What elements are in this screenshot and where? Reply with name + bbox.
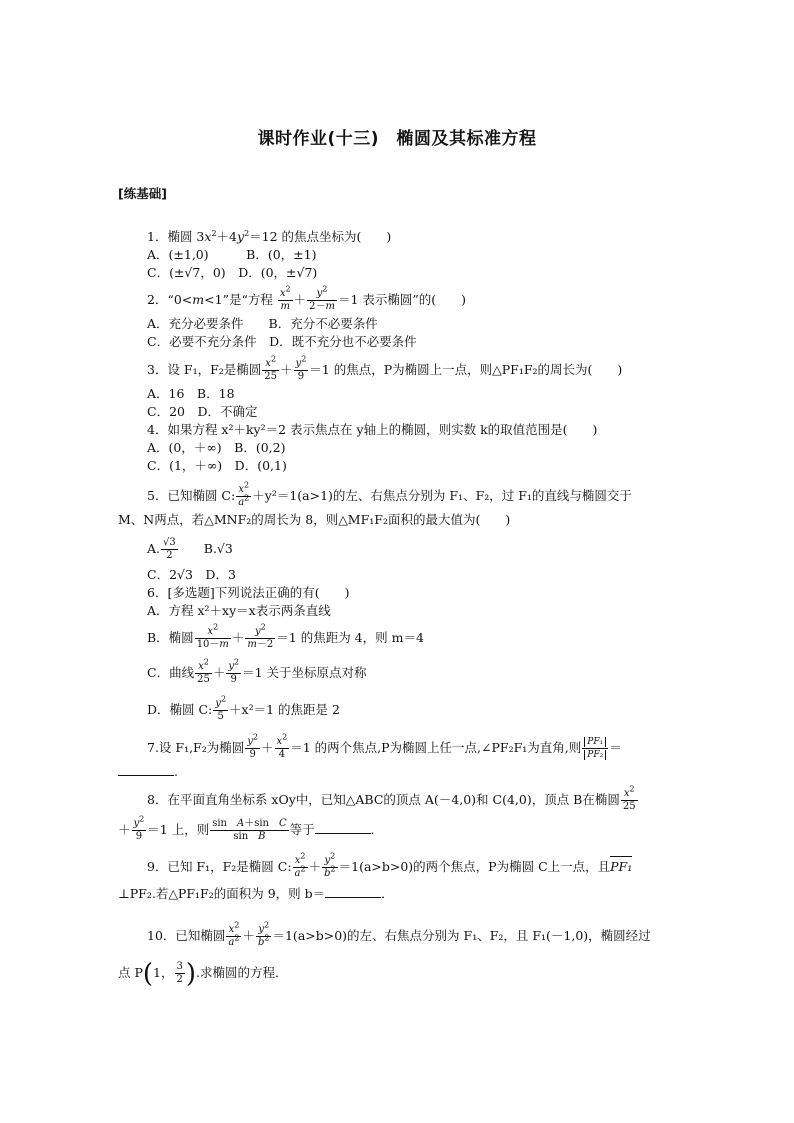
fraction: $\frac{x^2}{a^2}$: [238, 480, 250, 508]
question-6-option-d: D．椭圆 C: $\frac{y^2}{5}$ ＋x²＝1 的焦距是 2: [147, 694, 340, 722]
fraction: $\frac{\text{sin A＋sin C}}{\text{sin B}}$: [212, 818, 287, 842]
fraction: $\frac{3}{2}$: [176, 961, 183, 985]
fraction: $\frac{x^2}{a^2}$: [294, 851, 306, 879]
question-7: 7.设 F₁,F₂为椭圆 $\frac{y^2}{9}$ ＋ $\frac{x^2}{4}$ ＝1 的两个焦点,P为椭圆上任一点,∠PF₂F₁为直角,则 $\frac{\text{PF₁}}{\text{PF₂}}$ ＝: [147, 732, 622, 760]
fraction: $\frac{x^2}{25}$: [622, 784, 636, 812]
vector-pf1: PF₁: [610, 859, 633, 874]
question-7-answer-line: .: [118, 763, 178, 780]
question-3: 3．设 F₁，F₂是椭圆 $\frac{x^2}{25}$ ＋ $\frac{y^2}{9}$ ＝1 的焦点，P为椭圆上一点，则△PF₁F₂的周长为( ): [147, 354, 623, 382]
question-3-options-cd: C．20 D．不确定: [147, 404, 258, 419]
question-10: 10．已知椭圆 $\frac{x^2}{a^2}$ ＋ $\frac{y^2}{b^2}$ ＝1(a>b>0)的左、右焦点分别为 F₁、F₂，且 F₁(－1,0)，椭圆经过: [147, 920, 651, 948]
question-5-options-ab: A. $\frac{√3}{2}$ B.√3: [147, 537, 233, 561]
question-6-option-b: B．椭圆 $\frac{x^2}{10-m}$ ＋ $\frac{y^2}{m-2}$ ＝1 的焦距为 4，则 m＝4: [147, 622, 424, 650]
page-title: 课时作业(十三) 椭圆及其标准方程: [257, 129, 537, 149]
question-8: 8．在平面直角坐标系 xOy中，已知△ABC的顶点 A(－4,0)和 C(4,0)，顶点 B在椭圆 $\frac{x^2}{25}$: [147, 784, 636, 812]
fraction: $\frac{x^2}{25}$: [197, 657, 210, 685]
question-9-line-2: ⊥PF₂.若△PF₁F₂的面积为 9，则 b＝ ．: [118, 886, 394, 901]
question-6-option-a: A．方程 x²＋xy＝x表示两条直线: [147, 603, 331, 618]
fraction: $\frac{x^2}{10-m}$: [196, 622, 229, 650]
fraction: $\frac{x^2}{4}$: [276, 732, 288, 760]
question-4-options-cd: C．(1，＋∞) D．(0,1): [147, 458, 287, 473]
fraction: $\frac{x^2}{25}$: [264, 354, 278, 382]
fraction: $\frac{y^2}{b^2}$: [324, 851, 336, 879]
question-3-options-ab: A．16 B．18: [147, 386, 235, 401]
fraction: $\frac{y^2}{9}$: [295, 354, 307, 382]
answer-blank[interactable]: [315, 821, 371, 834]
question-6-option-c: C．曲线 $\frac{x^2}{25}$ ＋ $\frac{y^2}{9}$ ＝1 关于坐标原点对称: [147, 657, 367, 685]
question-9: 9．已知 F₁，F₂是椭圆 C: $\frac{x^2}{a^2}$ ＋ $\frac{y^2}{b^2}$ ＝1(a>b>0)的两个焦点，P为椭圆 C上一点，且PF₁: [147, 851, 633, 879]
question-2-options-cd: C．必要不充分条件 D．既不充分也不必要条件: [147, 334, 417, 349]
question-2-options-ab: A．充分必要条件 B．充分不必要条件: [147, 316, 378, 331]
fraction: $\frac{x^2}{m}$: [279, 284, 291, 312]
fraction: $\frac{y^2}{2-m}$: [309, 284, 335, 312]
question-1: 1．椭圆 $3x^2+4y^2=12$ 的焦点坐标为( ): [147, 228, 392, 244]
question-5-options-cd: C．2√3 D．3: [147, 567, 236, 582]
answer-blank[interactable]: [118, 763, 174, 776]
fraction: $\frac{\text{PF₁}}{\text{PF₂}}$: [582, 736, 608, 761]
question-1-options-cd: C．(±√7，0) D．(0，±√7): [147, 265, 318, 280]
fraction: $\frac{y^2}{5}$: [215, 694, 227, 722]
fraction: $\frac{y^2}{m-2}$: [247, 622, 274, 650]
section-heading: [练基础]: [118, 186, 167, 201]
question-5-line-2: M、N两点，若△MNF₂的周长为 8，则△MF₁F₂面积的最大值为( ): [118, 512, 511, 527]
fraction: $\frac{√3}{2}$: [163, 537, 176, 561]
fraction: $\frac{y^2}{9}$: [228, 657, 240, 685]
question-5: 5．已知椭圆 C: $\frac{x^2}{a^2}$ ＋y²＝1(a>1)的左、右焦点分别为 F₁、F₂，过 F₁的直线与椭圆交于: [147, 480, 632, 508]
answer-blank[interactable]: [325, 885, 381, 898]
fraction: $\frac{y^2}{9}$: [133, 814, 145, 842]
question-10-line-2: 点 P(1， $\frac{3}{2}$ ).求椭圆的方程．: [118, 958, 288, 989]
question-2: 2．“0<m<1”是“方程 $\frac{x^2}{m}$ ＋ $\frac{y^2}{2-m}$ ＝1 表示椭圆”的( ): [147, 284, 467, 312]
question-4: 4．如果方程 x²＋ky²＝2 表示焦点在 y轴上的椭圆，则实数 k的取值范围是( ): [147, 422, 598, 437]
question-4-options-ab: A．(0，＋∞) B．(0,2): [147, 440, 286, 455]
question-6: 6．[多选题]下列说法正确的有( ): [147, 585, 350, 600]
fraction: $\frac{x^2}{a^2}$: [228, 920, 240, 948]
question-1-options-ab: A．(±1,0) B．(0，±1): [147, 247, 317, 262]
question-8-line-2: ＋ $\frac{y^2}{9}$ ＝1 上，则 $\frac{\text{sin A＋sin C}}{\text{sin B}}$ 等于 ．: [118, 814, 384, 842]
fraction: $\frac{y^2}{9}$: [247, 732, 258, 760]
fraction: $\frac{y^2}{b^2}$: [257, 920, 270, 948]
